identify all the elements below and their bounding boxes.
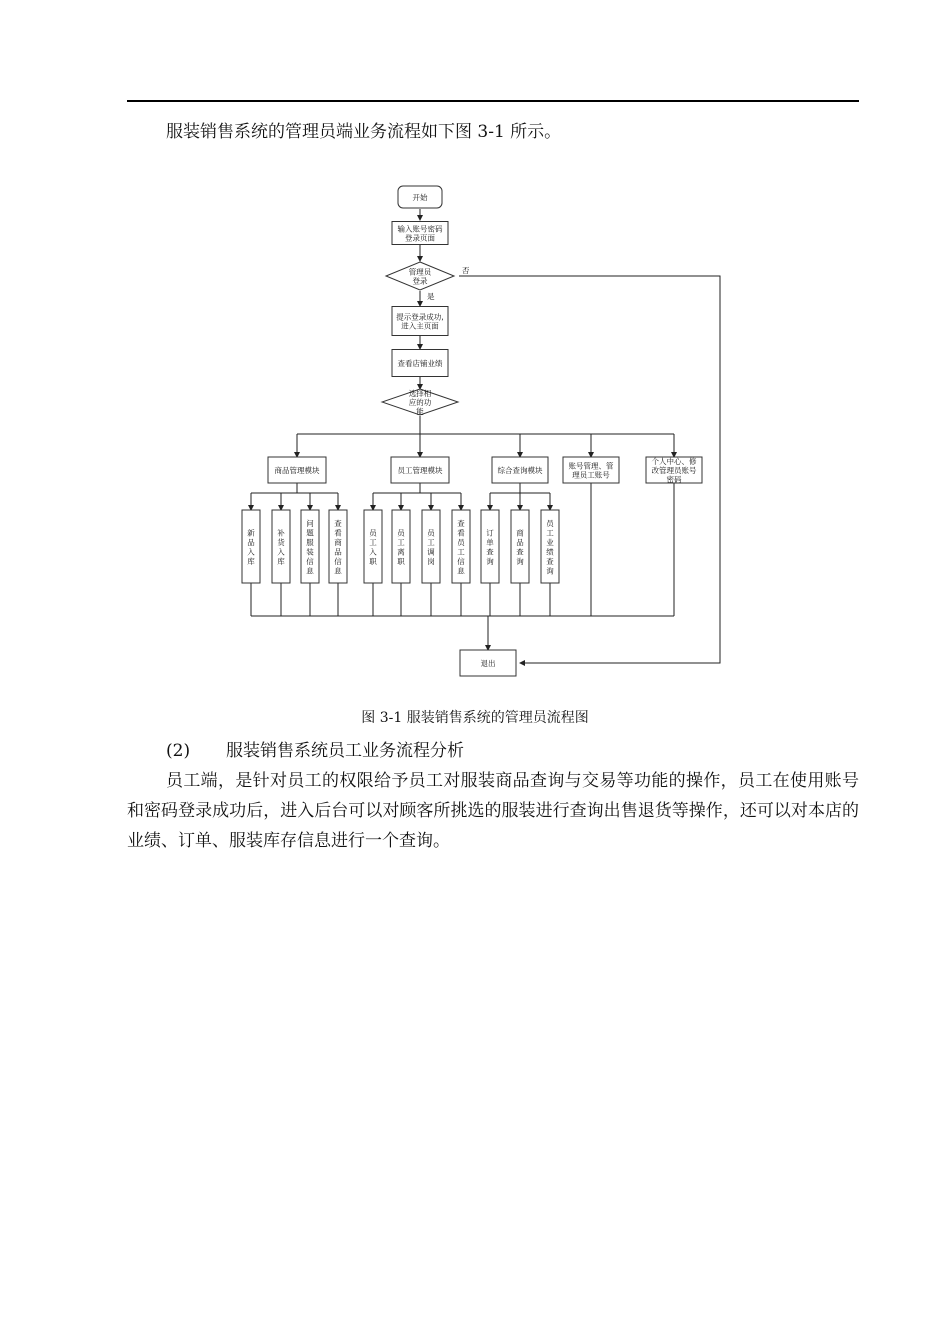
login-success-node-label: 提示登录成功,进入主页面 xyxy=(396,312,444,331)
goods-sub-2-label: 问题服装信息 xyxy=(306,518,314,576)
intro-paragraph: 服装销售系统的管理员端业务流程如下图 3-1 所示。 xyxy=(166,122,562,142)
module-goods-label: 商品管理模块 xyxy=(274,466,320,475)
query-sub-1-label: 商品查询 xyxy=(516,528,524,566)
body-paragraph: 员工端，是针对员工的权限给予员工对服装商品查询与交易等功能的操作，员工在使用账号和密码登录成功后，进入后台可以对顾客所挑选的服装进行查询出售退货等操作，还可以对本店的业绩、订单、服装库存信息进行一个查询。 xyxy=(127,771,859,851)
yes-label: 是 xyxy=(427,292,435,301)
staff-sub-3-label: 查看员工信息 xyxy=(457,518,465,576)
query-sub-0-label: 订单查询 xyxy=(486,528,494,566)
staff-sub-2-label: 员工调岗 xyxy=(427,528,435,566)
exit-node-label: 退出 xyxy=(480,659,496,668)
admin-login-decision-label: 管理员登录 xyxy=(408,267,432,286)
query-sub-2-label: 员工业绩查询 xyxy=(546,518,554,576)
no-label: 否 xyxy=(462,266,470,275)
header-rule xyxy=(127,100,859,102)
section-heading xyxy=(166,736,464,766)
module-query-label: 综合查询模块 xyxy=(497,466,543,475)
view-performance-node-label: 查看店铺业绩 xyxy=(397,359,443,368)
goods-sub-1-label: 补货入库 xyxy=(277,528,285,566)
staff-sub-1-label: 员工离职 xyxy=(397,528,405,566)
section-title: 服装销售系统员工业务流程分析 xyxy=(226,741,464,761)
start-node-label: 开始 xyxy=(412,193,428,202)
figure-caption: 图 3-1 服装销售系统的管理员流程图 xyxy=(361,710,589,726)
goods-sub-0-label: 新品入库 xyxy=(247,528,255,566)
choose-function-decision-label: 选择相应的功能 xyxy=(408,389,432,416)
staff-sub-0-label: 员工入职 xyxy=(369,528,377,566)
module-account-label: 账号管理、管理员工账号 xyxy=(568,461,614,480)
goods-sub-3-label: 查看商品信息 xyxy=(334,518,342,576)
module-personal-label: 个人中心、修改管理员账号密码 xyxy=(651,457,697,484)
admin-flowchart xyxy=(240,180,740,680)
section-number: (2) xyxy=(166,741,191,761)
login-input-node-label: 输入账号密码登录页面 xyxy=(397,224,443,243)
module-staff-label: 员工管理模块 xyxy=(397,466,443,475)
